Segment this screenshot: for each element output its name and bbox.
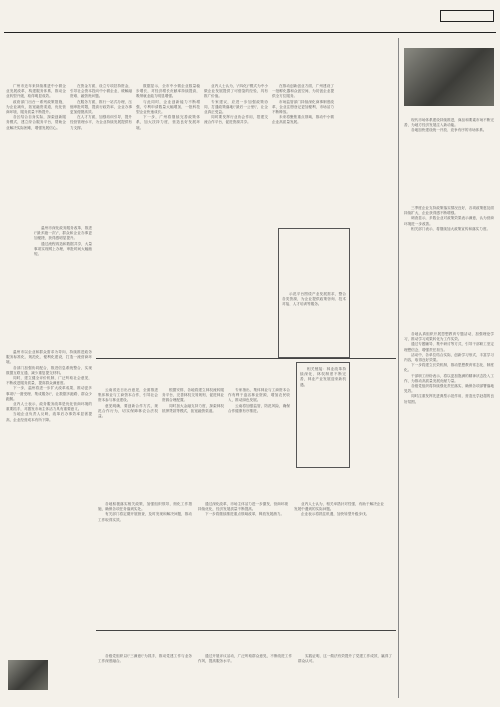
middle-body-col-3: 专家指出，集体林业与工商资本合作有利于盘活林业资源，增加农民收入，推动绿色发展。 云南将加强监管，防范风险，确保合作健康有序推进。 (228, 388, 290, 413)
masthead-rule (4, 32, 496, 33)
bottom-left-photo (8, 660, 48, 690)
right-body-2: 三季度企业支持政策落实情况良好，各项政策惠及面持续扩大，企业获得感不断增强。 调查显示，多数企业对政策效果表示满意，认为营商环境进一步改善。 相关部门表示，将继续加大政策宣传和落实力度。 (404, 206, 494, 231)
lead-body-col-1: 广州市近年来持续推进中小微企业发展改革，构建服务体系，推动企业转型升级，取得明显成效。 政府部门出台一系列政策措施，为企业减负，拓宽融资渠道，优化营商环境，服务质量不断提升。 各区结合自身实际，探索创新服务模式，建立综合服务平台，帮助企业解决实际困难，增强发展信心。 (6, 84, 66, 130)
bottom-body-col-1: 各级党组织以\"三满意\"为抓手，推动党建工作与业务工作深度融合。 (98, 654, 192, 664)
lead-body-col-2: 在资金方面，设立专项扶持资金，引导社会资本投向中小微企业，缓解融资难、融资贵问题。 在服务方面，推行一站式办理，压缩审批时限，提高行政效率，企业办事更加便捷高效。 在人才方面，加强培训引导，提升经营管理水平，为企业持续发展提供有力支撑。 (70, 84, 132, 130)
lower-body-col-3: 业内人士认为，相关举措针对性强，有助于解决企业发展中遇到的实际问题。 企业表示将抓住机遇，加快转型升级步伐。 (294, 502, 384, 517)
right-body-1: 现代市场体系建设持续推进，商品和要素市场不断完善，为地方经济发展注入新动能。 各地加快建设统一开放、竞争有序的市场体系。 (404, 118, 494, 133)
bottom-rule (96, 630, 396, 631)
right-body-3: 各地认真组织开展思想教育专题活动，加强理论学习，推动学习成果转化为工作实效。 通过专题辅导、集中研讨等方式，引导干部职工坚定理想信念，增强责任担当。 活动中，各单位结合实际，创新学习形式，丰富学习内容，取得良好效果。 下一步将建立长效机制，推动思想教育常态化、制度化。 干部职工纷纷表示，将以更加饱满的精神状态投入工作，为推动高质量发展贡献力量。 各级党组织将持续强化责任落实，确保各项部署落地见效。 同时注重发挥先进典型示范作用，营造比学赶超的良好氛围。 (404, 332, 494, 404)
side-body-lower: 温州市以企业和群众需求为导向，持续推进政务服务标准化、规范化、便利化建设，打造一流营商环境。 各部门加强协同配合，推进信息系统整合，实现数据互联互通，减少重复提交材料。 同时，建立健全评价机制，广泛听取社会意见，不断改进服务质量，提高群众满意度。 下一步，温州将进一步扩大改革成果，推动更多事项\"一窗受理、集成服务\"，让数据多跑路、群众少跑腿。 业内人士表示，政务服务改革是优化营商环境的重要抓手，对激发市场主体活力具有重要意义。 当地企业负责人反映，改革后办事效率显著提高，企业经营成本有所下降。 (6, 350, 92, 422)
lead-body-col-4: 业内人士认为，\"四化\"模式为中小微企业发展提供了可借鉴的经验，具有推广价值。 专家建议，应进一步加强政策协同，打通政策落地\"最后一公里\"，让企业真正受益。 同时要发挥行业协会作用，搭建交流合作平台，促进资源共享。 (204, 84, 268, 125)
masthead (0, 0, 500, 36)
sidebar-box (278, 228, 350, 358)
lower-body-col-2: 通过深化改革，市场主体活力进一步激发，营商环境持续优化，经济发展质量不断提高。 下一步将继续推进重点领域改革，释放发展潜力。 (198, 502, 288, 517)
lead-body-col-5: 在推动创新创业方面，广州建设了一批孵化器和众创空间，为初创企业提供全方位服务。 市场监管部门持续深化商事制度改革，企业注册登记更加便利，市场活力不断释放。 未来将聚焦重点领域，推动中小微企业高质量发展。 (272, 84, 334, 125)
middle-inset-body: 相关链接：林业改革持续深化，林权制度不断完善，林业产业发展迎来新机遇。 (300, 367, 346, 387)
sidebar-box-body: 示范平台围绕产业发展需求，整合各类资源，为企业提供政策咨询、技术对接、人才培训等服务。 (282, 292, 346, 307)
right-top-photo (404, 48, 494, 106)
side-body: 温州市深化政务服务改革，推进\"最多跑一次\"，群众和企业办事更加便捷，获得感明显提升。 通过流程再造和数据共享，大量事项实现网上办理，审批时间大幅缩短。 (34, 226, 92, 257)
middle-rule (96, 358, 396, 359)
brand-logo (440, 10, 494, 22)
bottom-body-col-2: 通过开展评议活动，广泛听取群众意见，不断改进工作作风，提高服务水平。 (198, 654, 292, 664)
bottom-body-col-3: 实践证明，这一做法有效提升了党建工作成效，赢得了群众认可。 (298, 654, 392, 664)
middle-inset-box (296, 362, 350, 468)
lead-body-col-3: 数据显示，全市中小微企业数量稳步增长，对经济增长贡献率持续提高，吸纳就业能力明显增强。 与此同时，企业创新能力不断增强，专利申请数量大幅增加，一批科技型企业快速成长。 下一步，广州将继续完善政策体系，加大扶持力度，营造良好发展环境。 (136, 84, 200, 130)
lower-body-col-1: 各地积极落实相关政策，加强组织领导，细化工作措施，确保各项任务落到实处。 有关部门将定期开展督查，及时发现和解决问题，推动工作取得实效。 (98, 502, 192, 522)
right-column-divider (398, 38, 399, 698)
middle-body-col-2: 根据安排，各地将建立林权流转服务平台，完善林权交易规则，促进林业资源合理配置。 同时加大金融支持力度，探索林权抵押贷款等模式，拓宽融资渠道。 (162, 388, 224, 413)
middle-body-col-1: 云南省近日出台意见，全面推进集体林业与工商资本合作，引导社会资本参与林业建设。 意见明确，要创新合作方式，规范合作行为，切实保障林农合法权益。 (98, 388, 158, 419)
